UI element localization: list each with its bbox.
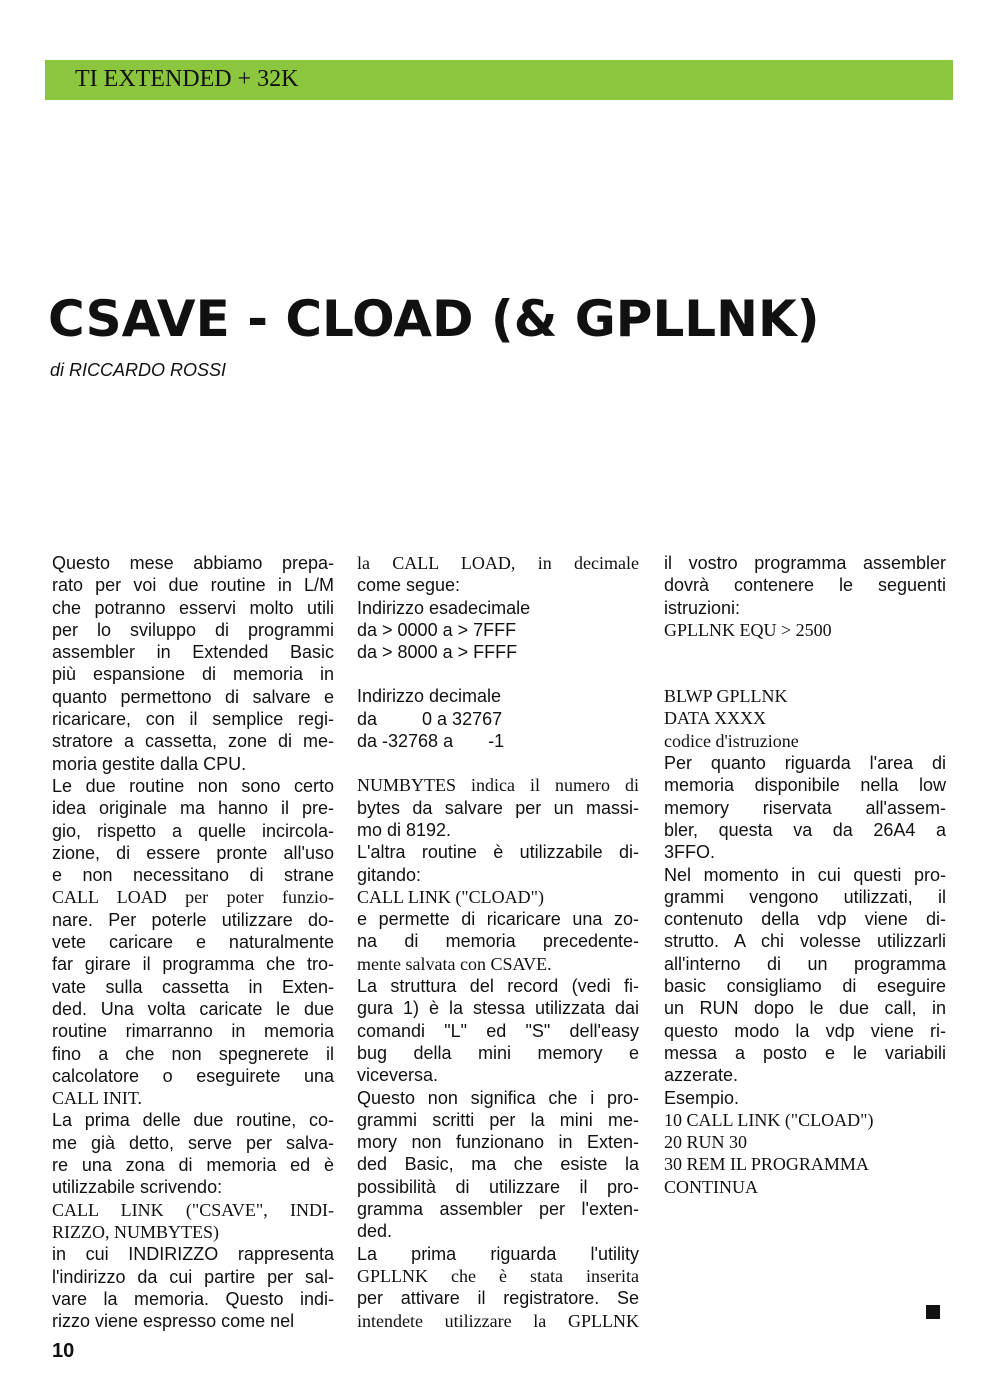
text-line: più espansione di memoria in [52, 664, 334, 685]
text-line: Per quanto riguarda l'area di [664, 753, 946, 774]
section-header-text: TI EXTENDED + 32K [75, 66, 299, 92]
text-line: messa a posto e le variabili [664, 1042, 946, 1063]
text-column-2 [357, 552, 639, 1332]
text-line: rato per voi due routine in L/M [52, 575, 334, 596]
text-line: Le due routine non sono certo [52, 775, 334, 796]
text-line: zione, di essere pronte all'uso [52, 842, 334, 863]
text-line: bytes da salvare per un massi- [357, 797, 639, 818]
text-line: come segue: [357, 575, 461, 596]
article-title: CSAVE - CLOAD (& GPLLNK) [48, 290, 820, 348]
text-line: dovrà contenere le seguenti [664, 575, 946, 596]
text-line: grammi vengono utilizzati, il [664, 886, 946, 907]
text-line: per attivare il registratore. Se [357, 1288, 639, 1309]
text-line: routine rimarranno in memoria [52, 1021, 334, 1042]
text-line: re una zona di memoria ed è [52, 1155, 334, 1176]
text-line: e non necessitano di strane [52, 865, 334, 886]
text-line: RIZZO, NUMBYTES) [52, 1221, 219, 1242]
text-line: ded. [357, 1221, 393, 1242]
text-line: comandi "L" ed "S" dell'easy [357, 1020, 639, 1041]
text-line: far girare il programma che tro- [52, 954, 334, 975]
text-line: CALL LOAD per poter funzio- [52, 887, 334, 908]
text-line: utilizzabile scrivendo: [52, 1177, 223, 1198]
text-line: Questo non significa che i pro- [357, 1087, 639, 1108]
text-line: GPLLNK EQU > 2500 [664, 619, 832, 640]
text-line: il vostro programma assembler [664, 553, 946, 573]
text-column-1 [52, 552, 334, 1332]
text-line: ded. Una volta caricate le due [52, 998, 334, 1019]
text-line: na di memoria precedente- [357, 931, 639, 952]
end-of-article-mark [926, 1305, 940, 1319]
text-line: da > 8000 a > FFFF [357, 642, 518, 663]
text-line: che potranno esservi molto utili [52, 597, 334, 618]
text-line: L'altra routine è utilizzabile di- [357, 842, 639, 863]
text-line: ricaricare, con il semplice regi- [52, 709, 334, 730]
text-line: da -32768 a -1 [357, 731, 505, 752]
text-line: basic consigliamo di eseguire [664, 976, 946, 997]
text-line: Indirizzo esadecimale [357, 597, 531, 618]
text-line: intendete utilizzare la GPLLNK [357, 1310, 639, 1331]
text-line: gio, rispetto a quelle incircola- [52, 820, 334, 841]
text-line: all'interno di un programma [664, 953, 946, 974]
text-line: ded Basic, ma che esiste la [357, 1154, 639, 1175]
text-line: istruzioni: [664, 597, 741, 618]
text-line: per lo sviluppo di programmi [52, 619, 334, 640]
text-line: contenuto della vdp viene di- [664, 909, 946, 930]
text-line: azzerate. [664, 1065, 739, 1086]
text-line: questo modo la vdp viene ri- [664, 1020, 946, 1041]
text-line: la CALL LOAD, in decimale [357, 553, 639, 573]
text-line: bler, questa va da 26A4 a [664, 819, 946, 840]
text-line: assembler in Extended Basic [52, 642, 334, 663]
text-line: nare. Per poterle utilizzare do- [52, 909, 334, 930]
text-line: La prima riguarda l'utility [357, 1243, 639, 1264]
text-line: stratore a cassetta, zone di me- [52, 731, 334, 752]
text-line: Nel momento in cui questi pro- [664, 864, 946, 885]
text-line: bug della mini memory e [357, 1042, 639, 1063]
text-line: CALL INIT. [52, 1088, 142, 1109]
text-line: gramma assembler per l'exten- [357, 1199, 639, 1220]
text-line: CALL LINK ("CSAVE", INDI- [52, 1199, 334, 1220]
text-line: da 0 a 32767 [357, 708, 503, 729]
text-line: NUMBYTES indica il numero di [357, 775, 639, 796]
text-line: vete caricare e naturalmente [52, 932, 334, 953]
text-line: vate sulla cassetta in Exten- [52, 976, 334, 997]
text-line: 20 RUN 30 [664, 1132, 748, 1153]
text-line: CONTINUA [664, 1176, 758, 1197]
text-line: gura 1) è la stessa utilizzata dai [357, 998, 639, 1019]
text-line: moria gestite dalla CPU. [52, 753, 247, 774]
text-line: da > 0000 a > 7FFF [357, 619, 517, 640]
text-line: gitando: [357, 864, 422, 885]
text-line: e permette di ricaricare una zo- [357, 909, 639, 930]
text-line: La prima delle due routine, co- [52, 1110, 334, 1131]
text-line: La struttura del record (vedi fi- [357, 976, 639, 997]
text-line: strutto. A chi volesse utilizzarli [664, 931, 946, 952]
text-line: DATA XXXX [664, 708, 767, 729]
text-line: memoria disponibile nella low [664, 775, 946, 796]
article-author: di RICCARDO ROSSI [50, 360, 227, 380]
text-line: in cui INDIRIZZO rappresenta [52, 1244, 334, 1265]
text-line: possibilità di utilizzare il pro- [357, 1176, 639, 1197]
text-line: Esempio. [664, 1087, 740, 1108]
text-column-3 [664, 552, 946, 1198]
text-line [664, 641, 946, 663]
text-line: CALL LINK ("CLOAD") [357, 886, 544, 907]
text-line: calcolatore o eseguirete una [52, 1065, 334, 1086]
text-line: viceversa. [357, 1065, 439, 1086]
text-line: mory non funzionano in Exten- [357, 1132, 639, 1153]
text-line: rizzo viene espresso come nel [52, 1311, 295, 1332]
text-line: mo di 8192. [357, 819, 452, 840]
page-number: 10 [52, 1340, 75, 1362]
text-line: quanto permettono di salvare e [52, 686, 334, 707]
text-line: Questo mese abbiamo prepa- [52, 553, 334, 573]
text-line [664, 663, 946, 685]
text-line: 3FFO. [664, 842, 716, 863]
text-line: 10 CALL LINK ("CLOAD") [664, 1109, 874, 1130]
text-line: mente salvata con CSAVE. [357, 953, 552, 974]
text-line: grammi scritti per la mini me- [357, 1109, 639, 1130]
text-line: BLWP GPLLNK [664, 686, 788, 707]
text-line: me già detto, serve per salva- [52, 1132, 334, 1153]
text-line: Indirizzo decimale [357, 686, 502, 707]
text-line: idea originale ma hanno il pre- [52, 798, 334, 819]
text-line: GPLLNK che è stata inserita [357, 1265, 639, 1286]
text-line: l'indirizzo da cui partire per sal- [52, 1266, 334, 1287]
text-line [357, 663, 639, 685]
section-header-bar [45, 60, 953, 100]
text-line: un RUN dopo le due call, in [664, 998, 946, 1019]
text-line: vare la memoria. Questo indi- [52, 1288, 334, 1309]
text-line: codice d'istruzione [664, 730, 799, 751]
text-line: memory riservata all'assem- [664, 797, 946, 818]
text-line: fino a che non spegnerete il [52, 1043, 334, 1064]
text-line: 30 REM IL PROGRAMMA [664, 1154, 869, 1175]
text-line [357, 752, 639, 774]
